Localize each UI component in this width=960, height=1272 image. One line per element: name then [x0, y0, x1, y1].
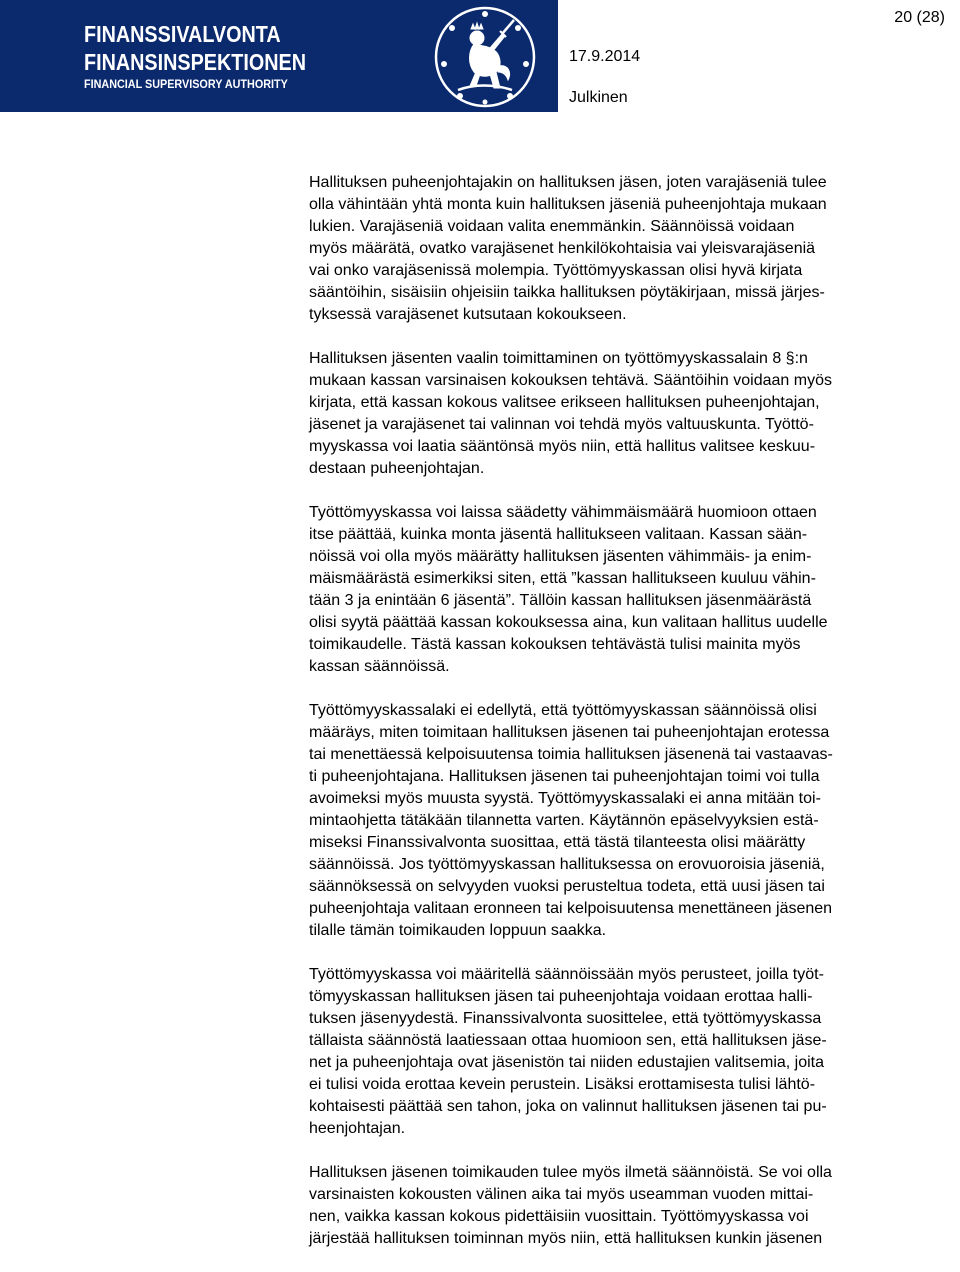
paragraph-2: Hallituksen jäsenten vaalin toimittaminen on työttömyyskassalain 8 §:n mukaan kassan varsinaisen kokouksen tehtävä. Sääntöihin voidaan myös kirjata, että kassan kokous valitsee erikseen hallituksen puheenjohtajan, jäsenet ja varajäsenet tai valinnan voi tehdä myös valtuuskunta. Työttö- myyskassa voi laatia sääntönsä myös niin, että hallitus valitsee keskuu- destaan puheenjohtajan.	[309, 350, 832, 477]
document-date: 17.9.2014	[569, 48, 641, 65]
logo-name-fi: FINANSSIVALVONTA	[84, 21, 281, 47]
paragraph-1: Hallituksen puheenjohtajakin on hallituksen jäsen, joten varajäseniä tulee olla vähintään yhtä monta kuin hallituksen jäseniä puheenjohtaja mukaan lukien. Varajäseniä voidaan valita enemmänkin. Säännöissä voidaan myös määrätä, ovatko varajäsenet henkilökohtaisia vai yleisvarajäseniä vai onko varajäsenissä molempia. Työttömyyskassan olisi hyvä kirjata sääntöihin, sisäisiin ohjeisiin taikka hallituksen pöytäkirjaan, missä järjes- tyksessä varajäsenet kutsutaan kokoukseen.	[309, 174, 827, 323]
page-number: 20 (28)	[894, 9, 945, 26]
paragraph-4: Työttömyyskassalaki ei edellytä, että työttömyyskassan säännöissä olisi määräys, miten toimitaan hallituksen jäsenen tai puheenjohtajan erotessa tai menettäessä kelpoisuutensa toimia hallituksen jäsenenä tai vastaavas- ti puheenjohtajana. Hallituksen jäsenen tai puheenjohtajan toimi voi tulla avoimeksi myös muusta syystä. Työttömyyskassalaki ei anna mitään toi- mintaohjetta tätäkään tilannetta varten. Käytännön epäselvyyksien estä- miseksi Finanssivalvonta suosittaa, että tästä tilanteesta olisi määrätty säännöissä. Jos työttömyyskassan hallituksessa on erovuoroisia jäseniä, säännöksessä on selvyyden vuoksi perusteltua todeta, että uusi jäsen tai puheenjohtaja valitaan eronneen tai kelpoisuutensa menettäneen jäsenen tilalle tämän toimikauden loppuun saakka.	[309, 702, 833, 939]
paragraph-6: Hallituksen jäsenen toimikauden tulee myös ilmetä säännöistä. Se voi olla varsinaisten kokousten välinen aika tai myös useamman vuoden mittai- nen, vaikka kassan kokous pidettäisiin vuosittain. Työttömyyskassa voi järjestää hallituksen toiminnan myös niin, että hallituksen kunkin jäsenen	[309, 1164, 832, 1247]
lion-coat-of-arms-icon	[430, 4, 540, 110]
paragraph-5: Työttömyyskassa voi määritellä säännöissään myös perusteet, joilla työt- tömyyskassan hallituksen jäsen tai puheenjohtaja voidaan erottaa halli- tuksen jäsenyydestä. Finanssivalvonta suosittelee, että työttömyyskassa tällaista säännöstä laatiessaan ottaa huomioon sen, että hallituksen jäse- net ja puheenjohtaja ovat jäsenistön tai niiden edustajien valitsemia, joita ei tulisi voida erottaa kevein perustein. Lisäksi erottamisesta tulisi lähtö- kohtaisesti päättää sen tahon, joka on valinnut hallituksen jäsenen tai pu- heenjohtajan.	[309, 966, 827, 1137]
paragraph-3: Työttömyyskassa voi laissa säädetty vähimmäismäärä huomioon ottaen itse päättää, kuinka monta jäsentä hallitukseen valitaan. Kassan sään- nöissä voi olla myös määrätty hallituksen jäsenten vähimmäis- ja enim- mäismäärästä esimerkiksi siten, että ”kassan hallitukseen kuuluu vähin- tään 3 ja enintään 6 jäsentä”. Tällöin kassan hallituksen jäsenmäärästä olisi syytä päättää kassan kokouksessa aina, kun valitaan hallitus uudelle toimikaudelle. Tästä kassan kokouksen tehtävästä tulisi mainita myös kassan säännöissä.	[309, 504, 828, 675]
document-classification: Julkinen	[569, 89, 628, 106]
logo-name-en: FINANCIAL SUPERVISORY AUTHORITY	[84, 77, 288, 91]
document-body	[309, 172, 927, 1272]
logo-name-sv: FINANSINSPEKTIONEN	[84, 49, 307, 75]
